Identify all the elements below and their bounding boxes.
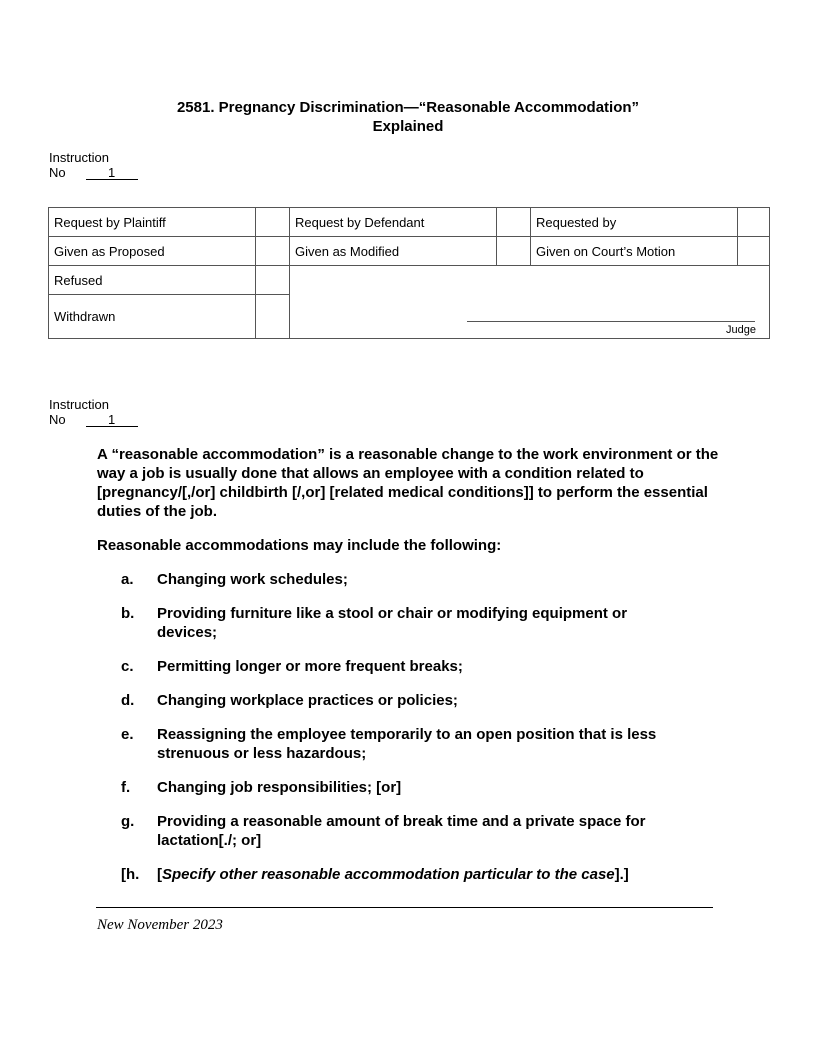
cell-given-as-modified: Given as Modified: [290, 237, 497, 266]
list-item: [121, 725, 727, 763]
item-text: [157, 865, 727, 884]
cell-requested-by: Requested by: [531, 208, 738, 237]
intro-paragraph: Reasonable accommodations may include the following:: [97, 537, 502, 554]
checkbox-withdrawn[interactable]: [256, 295, 290, 339]
item-letter: a.: [121, 571, 134, 588]
list-item: [121, 657, 727, 676]
item-italic-text: Specify other reasonable accommodation particular to the case: [162, 866, 615, 883]
list-item: [121, 570, 727, 589]
cell-given-as-proposed: Given as Proposed: [49, 237, 256, 266]
item-text: Providing a reasonable amount of break time and a private space for lactation[./; or]: [157, 813, 646, 849]
close-bracket: ].]: [614, 866, 629, 883]
instruction-number-block-bottom: [49, 397, 138, 427]
cell-withdrawn: Withdrawn: [49, 295, 256, 339]
cell-request-by-defendant: Request by Defendant: [290, 208, 497, 237]
disposition-table: [48, 207, 770, 339]
item-text: Reassigning the employee temporarily to an open position that is less strenuous or less hazardous;: [157, 726, 657, 762]
footer-note: New November 2023: [97, 917, 223, 933]
title-line-1: 2581. Pregnancy Discrimination—“Reasonable Accommodation”: [176, 99, 640, 116]
accommodation-list: [97, 570, 727, 884]
cell-request-by-plaintiff: Request by Plaintiff: [49, 208, 256, 237]
judge-signature-line[interactable]: [467, 321, 755, 322]
list-item: [121, 778, 727, 797]
instruction-number-block-top: [49, 150, 138, 180]
list-item: [121, 604, 727, 642]
no-label: No: [49, 165, 66, 180]
checkbox-refused[interactable]: [256, 266, 290, 295]
instruction-label: Instruction: [49, 397, 109, 412]
item-letter: c.: [121, 658, 134, 675]
item-letter: g.: [121, 813, 135, 830]
instruction-label: Instruction: [49, 150, 109, 165]
checkbox-given-as-proposed[interactable]: [256, 237, 290, 266]
item-text: Permitting longer or more frequent breaks;: [157, 658, 463, 675]
item-letter: b.: [121, 605, 135, 622]
list-item: [121, 812, 727, 850]
footer-divider: [96, 907, 713, 908]
checkbox-request-by-plaintiff[interactable]: [256, 208, 290, 237]
title-line-2: Explained: [372, 118, 444, 135]
judge-signature-cell: [290, 266, 770, 339]
list-item: [121, 691, 727, 710]
open-bracket: [: [157, 866, 162, 883]
item-text: Changing workplace practices or policies;: [157, 692, 458, 709]
checkbox-request-by-defendant[interactable]: [497, 208, 531, 237]
no-label: No: [49, 412, 66, 427]
item-letter: f.: [121, 779, 131, 796]
item-text: Changing work schedules;: [157, 571, 348, 588]
instruction-number: 1: [86, 166, 138, 180]
list-item: [121, 865, 727, 884]
item-text: Changing job responsibilities; [or]: [157, 779, 402, 796]
judge-label: Judge: [726, 324, 756, 336]
page-title: [0, 98, 816, 136]
item-letter: e.: [121, 726, 134, 743]
checkbox-given-as-modified[interactable]: [497, 237, 531, 266]
item-letter: [h.: [121, 866, 140, 883]
instruction-body: [97, 445, 727, 899]
definition-paragraph: A “reasonable accommodation” is a reasonable change to the work environment or the way a job is usually done that allows an employee with a condition related to [pregnancy/[,/or] childbirth [/,or] [related medical conditions]] to perform the essential duties of the job.: [97, 446, 719, 520]
checkbox-requested-by[interactable]: [738, 208, 770, 237]
item-text: Providing furniture like a stool or chair or modifying equipment or devices;: [157, 605, 628, 641]
instruction-number: 1: [86, 413, 138, 427]
item-letter: d.: [121, 692, 135, 709]
checkbox-given-on-courts-motion[interactable]: [738, 237, 770, 266]
cell-refused: Refused: [49, 266, 256, 295]
cell-given-on-courts-motion: Given on Court’s Motion: [531, 237, 738, 266]
